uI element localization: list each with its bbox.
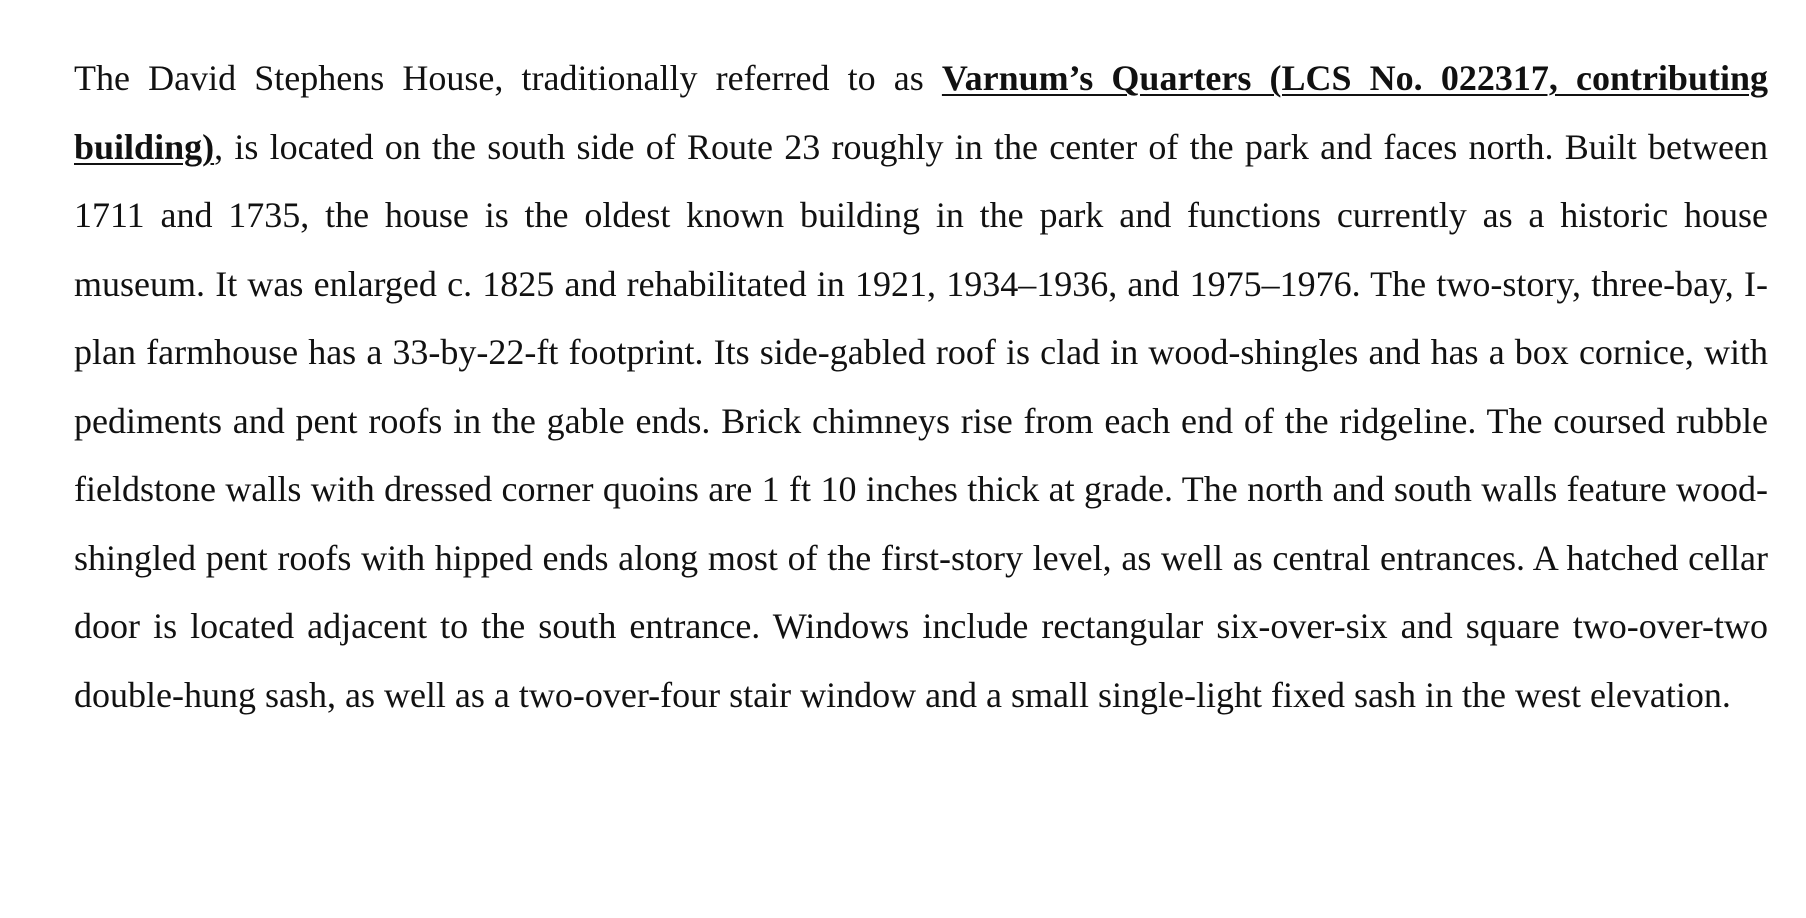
paragraph-text-start: The David Stephens House, traditionally referred to as bbox=[74, 58, 942, 98]
paragraph-text-end: , is located on the south side of Route 23 roughly in the center of the park and faces north. Built between 1711 and 1735, the house is the oldest known building in the park and functions currently as a historic house museum. It was enlarged c. 1825 and rehabilitated in 1921, 1934–1936, and 1975–1976. The two-story, three-bay, I-plan farmhouse has a 33-by-22-ft footprint. Its side-gabled roof is clad in wood-shingles and has a box cornice, with pediments and pent roofs in the gable ends. Brick chimneys rise from each end of the ridgeline. The coursed rubble fieldstone walls with dressed corner quoins are 1 ft 10 inches thick at grade. The north and south walls feature wood-shingled pent roofs with hipped ends along most of the first-story level, as well as central entrances. A hatched cellar door is located adjacent to the south entrance. Windows include rectangular six-over-six and square two-over-two double-hung sash, as well as a two-over-four stair window and a small single-light fixed sash in the west elevation. bbox=[74, 126, 1768, 715]
body-paragraph bbox=[74, 44, 1768, 729]
document-page bbox=[74, 44, 1768, 729]
building-name-emphasis: Varnum’s Quarters (LCS No. 022317, contributing building) bbox=[74, 58, 1768, 167]
